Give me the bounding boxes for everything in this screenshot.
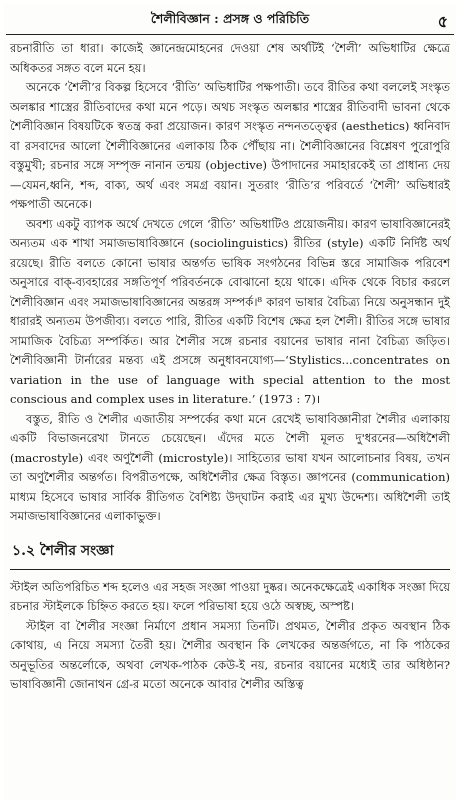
paragraph-riti-sociolinguistics: অবশ্য একটু ব্যাপক অর্থে দেখতে গেলে ‘রীতি’ অভিধাটিও প্রয়োজনীয়। কারণ ভাষাবিজ্ঞানেরই অন্যতম এক শাখা সমাজভাষাবিজ্ঞানে (sociolinguistics) রীতির (style) একটি নির্দিষ্ট অর্থ রয়েছে। রীতি বলতে কোনো ভাষার অন্তর্গত ভাষিক সংগঠনের বিভিন্ন স্তরে সামাজিক পরিবেশ অনুসারে বাক্-ব্যবহারের সঙ্গতিপূর্ণ পরিবর্তনকে বোঝানো হয়ে থাকে। এদিক থেকে বিচার করলে শৈলীবিজ্ঞান এবং সমাজভাষাবিজ্ঞানের অন্তরঙ্গ সম্পর্ক।⁸ কারণ ভাষার বৈচিত্র্য নিয়ে অনুসন্ধান দুই ধারারই অন্যতম উপজীব্য। বলতে পারি, রীতির একটি বিশেষ ক্ষেত্র হল শৈলী। রীতির সঙ্গে ভাষার সামাজিক বৈচিত্র্য সম্পর্কিত। আর শৈলীর সঙ্গে রচনার বয়ানের ভাষার নানা বৈচিত্র্য জড়িত। শৈলীবিজ্ঞানী টার্নারের মন্তব্য এই প্রসঙ্গে অনুধাবনযোগ্য—‘Stylistics...concentrates on variation in the use of language with special attention to the most conscious and complex uses in literature.’ (1973 : 7)। bbox=[10, 216, 450, 406]
page-body bbox=[4, 35, 456, 695]
paragraph-style-definition: স্টাইল অতিপরিচিত শব্দ হলেও এর সহজ সংজ্ঞা পাওয়া দুষ্কর। অনেকক্ষেত্রেই একাধিক সংজ্ঞা দিয়ে রচনার স্টাইলকে চিহ্নিত করতে হয়। ফলে পরিভাষা হয়ে ওঠে অস্বচ্ছ, অস্পষ্ট। bbox=[10, 579, 450, 613]
running-title: শৈলীবিজ্ঞান : প্রসঙ্গ ও পরিচিতি bbox=[150, 11, 310, 26]
paragraph-definition-problems: স্টাইল বা শৈলীর সংজ্ঞা নির্মাণে প্রধান সমস্যা তিনটি। প্রথমত, শৈলীর প্রকৃত অবস্থান ঠিক কোথায়, এ নিয়ে সমস্যা তৈরী হয়। শৈলীর অবস্থান কি লেখকের অন্তর্জগতে, না কি পাঠকের অনুভূতির অন্তর্লোকে, অথবা লেখক-পাঠক কেউ-ই নয়, রচনার বয়ানের মধ্যেই তার অধিষ্ঠান? ভাষাবিজ্ঞানী জোনাথন গ্রে-র মতো অনেকে আবার শৈলীর অস্তিত্ব bbox=[10, 618, 450, 691]
page-number: ৫ bbox=[437, 12, 448, 31]
paragraph-riti-alternative: অনেকে ‘শৈলী’র বিকল্প হিসেবে ‘রীতি’ অভিধাটির পক্ষপাতী। তবে রীতির কথা বললেই সংস্কৃত অলঙ্কার শাস্ত্রের রীতিবাদের কথা মনে পড়ে। অথচ সংস্কৃত অলঙ্কার শাস্ত্রের রীতিবাদী ভাবনা থেকে শৈলীবিজ্ঞান বিষয়টিকে স্বতন্ত্র করা প্রয়োজন। কারণ সংস্কৃত নন্দনতত্ত্বের (aesthetics) ধ্বনিবাদ বা রসবাদের আলো শৈলীবিজ্ঞানের এলাকায় ঠিক পৌঁছায় না। শৈলীবিজ্ঞানের বিশ্লেষণ পুরোপুরি বস্তুমুখী; রচনার সঙ্গে সম্পৃক্ত নানান তন্ময় (objective) উপাদানের সমাহারকেই তা প্রাধান্য দেয়—যেমন,ধ্বনি, শব্দ, বাক্য, অর্থ এবং সমগ্র বয়ান। সুতরাং ‘রীতি’র পরিবর্তে ‘শৈলী’ অভিধারই পক্ষপাতী অনেকে। bbox=[10, 80, 450, 211]
book-page bbox=[4, 4, 456, 800]
section-heading bbox=[10, 539, 450, 570]
running-header bbox=[6, 4, 454, 35]
paragraph-macro-micro-style: বস্তুত, রীতি ও শৈলীর এজাতীয় সম্পর্কের কথা মনে রেখেই ভাষাবিজ্ঞানীরা শৈলীর এলাকায় একটি বিভাজনরেখা টানতে চেয়েছেন। এঁদের মতে শৈলী মূলত দু'ধরনের—অধিশৈলী (macrostyle) এবং অণুশৈলী (microstyle)। সাহিত্যের ভাষা যখন আলোচনার বিষয়, তখন তা অণুশৈলীর অন্তর্গত। বিপরীতপক্ষে, অধিশৈলীর ক্ষেত্র বিস্তৃত। জ্ঞাপনের (communication) মাধ্যম হিসেবে ভাষার সার্বিক রীতিগত বৈশিষ্ট্য উদ্‌ঘাটন করাই এর মুখ্য উদ্দেশ্য। অধিশৈলী তাই সমাজভাষাবিজ্ঞানের এলাকাভুক্ত। bbox=[10, 411, 450, 523]
section-title: ১.২ শৈলীর সংজ্ঞা bbox=[12, 542, 114, 559]
section-body bbox=[10, 570, 450, 695]
paragraph-continued: রচনারীতি তা ধারা। কাজেই জ্ঞানেন্দ্রমোহনের দেওয়া শেষ অর্থটিই ‘শৈলী’ অভিধাটির ক্ষেত্রে অধিকতর সঙ্গত বলে মনে হয়। bbox=[10, 41, 450, 75]
